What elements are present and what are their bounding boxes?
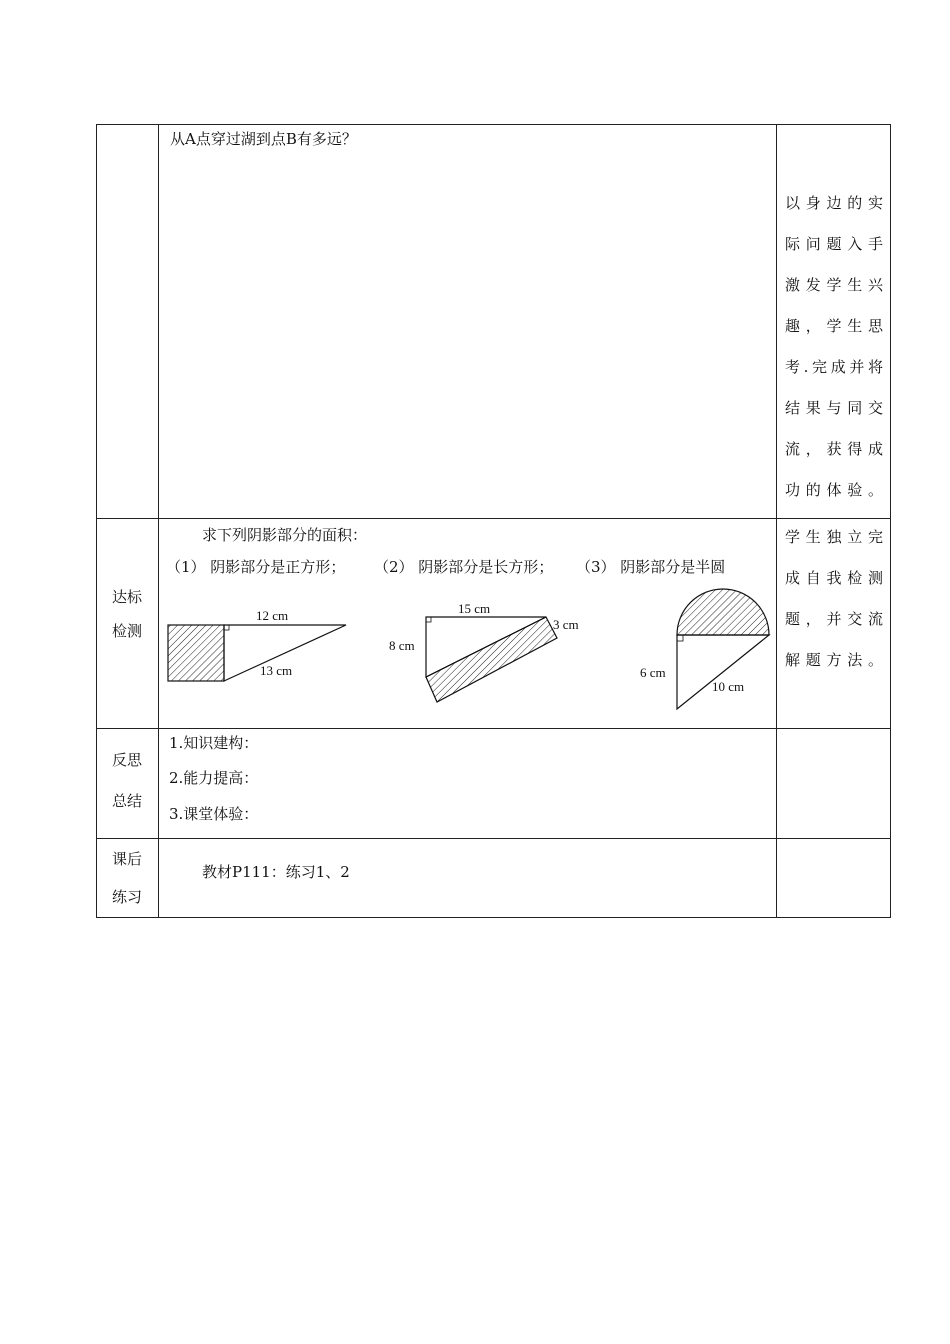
row-divider-3 xyxy=(96,838,891,839)
summary-item-1: 1.知识建构： xyxy=(169,734,259,752)
summary-item-3: 3.课堂体验： xyxy=(169,805,259,823)
figure-1-square xyxy=(160,600,360,690)
table-bottom-border xyxy=(96,917,891,918)
column-divider-1 xyxy=(158,124,159,918)
label-3cm: 3 cm xyxy=(553,617,579,632)
homework-content: 教材P111：练习1、2 xyxy=(202,863,350,881)
item-1: （1） 阴影部分是正方形； xyxy=(166,558,346,576)
row-divider-2 xyxy=(96,728,891,729)
note-line: 流，获得成 xyxy=(785,440,883,458)
note-line: 成自我检测 xyxy=(785,569,883,587)
row-divider-1 xyxy=(96,518,891,519)
shaded-semicircle xyxy=(677,589,769,635)
note-line: 结果与同交 xyxy=(785,399,883,417)
right-triangle xyxy=(677,635,769,709)
lake-question: 从A点穿过湖到点B有多远？ xyxy=(170,130,357,148)
right-angle-mark xyxy=(426,617,431,622)
label-line: 检测 xyxy=(111,622,142,640)
table-top-border xyxy=(96,124,891,125)
note-line: 解题方法。 xyxy=(785,651,883,669)
row1-teaching-note xyxy=(785,183,883,511)
column-divider-2 xyxy=(776,124,777,918)
note-line: 以身边的实 xyxy=(785,194,883,212)
figure-3-semicircle xyxy=(635,585,775,715)
figure-2-rectangle xyxy=(385,598,595,708)
label-line: 达标 xyxy=(111,588,142,606)
shaded-rectangle xyxy=(426,617,557,702)
label-line: 总结 xyxy=(111,792,142,810)
area-prompt: 求下列阴影部分的面积： xyxy=(202,526,368,544)
row2-teaching-note xyxy=(785,517,883,681)
label-13cm: 13 cm xyxy=(260,663,293,678)
label-line: 课后 xyxy=(111,850,142,868)
label-15cm: 15 cm xyxy=(458,601,491,616)
label-6cm: 6 cm xyxy=(640,665,666,680)
note-line: 功的体验。 xyxy=(785,481,883,499)
row3-label xyxy=(96,740,158,822)
label-line: 练习 xyxy=(111,888,142,906)
label-8cm: 8 cm xyxy=(389,638,415,653)
label-12cm: 12 cm xyxy=(256,608,289,623)
item-3: （3） 阴影部分是半圆 xyxy=(576,558,726,576)
row2-label xyxy=(96,580,158,648)
table-right-border xyxy=(890,124,891,918)
summary-item-2: 2.能力提高： xyxy=(169,769,259,787)
note-line: 际问题入手 xyxy=(785,235,883,253)
shaded-square xyxy=(168,625,224,681)
note-line: 考.完成并将 xyxy=(785,358,883,376)
note-line: 学生独立完 xyxy=(785,528,883,546)
right-angle-mark xyxy=(677,635,683,641)
label-10cm: 10 cm xyxy=(712,679,745,694)
label-line: 反思 xyxy=(111,751,142,769)
note-line: 题，并交流 xyxy=(785,610,883,628)
note-line: 激发学生兴 xyxy=(785,276,883,294)
row4-label xyxy=(96,840,158,916)
item-2: （2） 阴影部分是长方形； xyxy=(374,558,554,576)
note-line: 趣，学生思 xyxy=(785,317,883,335)
right-angle-mark xyxy=(224,625,229,630)
